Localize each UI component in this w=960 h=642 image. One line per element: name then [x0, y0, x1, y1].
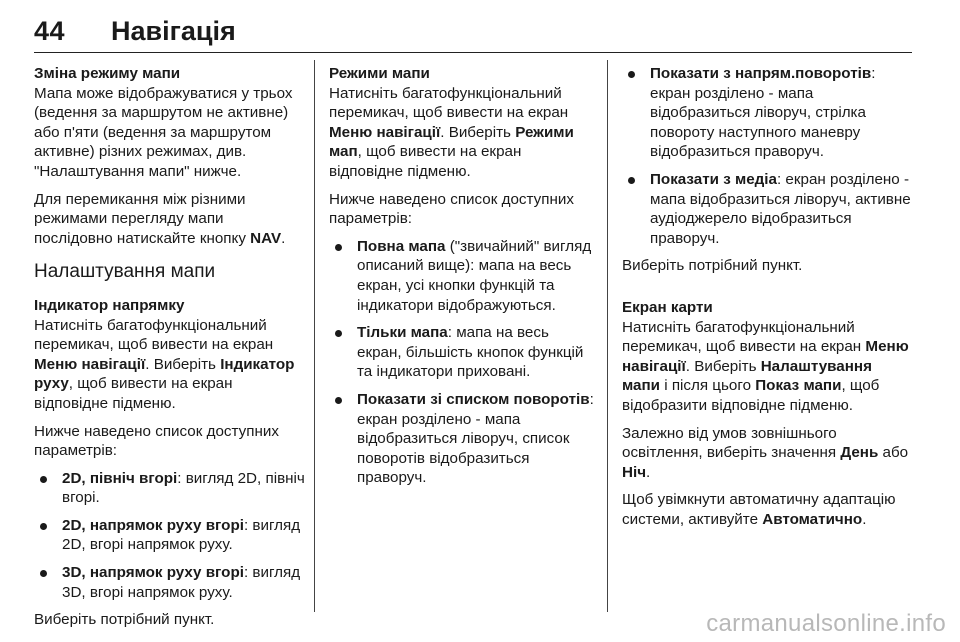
bullet-icon — [335, 244, 342, 251]
option-name: 2D, напрямок руху вгорі — [62, 516, 244, 534]
option-night: Ніч — [622, 463, 647, 481]
list-item — [329, 390, 597, 488]
option-day: День — [840, 444, 879, 462]
bullet-icon — [40, 523, 47, 530]
spacer — [622, 284, 912, 298]
paragraph — [329, 84, 597, 182]
list-item — [622, 170, 912, 248]
option-desc: : екран розділено - мапа відобразиться ліворуч, список поворотів відобразиться праворуч. — [357, 390, 594, 487]
paragraph: Мапа може відображуватися у трьох (ведення за маршрутом не активне) або п'яти (ведення за маршрутом активне) різних режимах, див. "Налаштування мапи" нижче. — [34, 84, 293, 180]
paragraph: Нижче наведено список доступних параметрів: — [329, 190, 574, 228]
column-divider — [607, 60, 608, 612]
menu-ref: Меню навігації — [622, 338, 909, 375]
option-desc: : екран розділено - мапа відобразиться ліворуч, стрілка повороту наступного маневру відобразиться праворуч. — [650, 65, 876, 161]
section-title: Навігація — [111, 16, 236, 46]
option-desc: : вигляд 2D, вгорі напрямок руху. — [62, 516, 301, 554]
column-divider — [314, 60, 315, 612]
bullet-icon — [628, 177, 635, 184]
text: . Виберіть — [145, 355, 221, 373]
option-name: Показати з медіа — [650, 170, 777, 188]
menu-ref: Режими мап — [329, 123, 574, 161]
bullet-icon — [335, 397, 342, 404]
watermark: carmanualsonline.info — [706, 610, 946, 637]
option-name: 2D, північ вгорі — [62, 469, 178, 487]
paragraph — [622, 424, 912, 483]
option-desc: : вигляд 2D, північ вгорі. — [62, 469, 305, 507]
list-item — [329, 323, 597, 382]
menu-ref: Налаштування мапи — [622, 357, 872, 395]
column-2 — [329, 64, 597, 496]
paragraph — [34, 316, 306, 414]
text: Щоб увімкнути автоматичну адаптацію системи, активуйте — [622, 491, 896, 528]
list-item — [34, 469, 306, 508]
paragraph — [34, 190, 306, 249]
text: , щоб відобразити відповідне підменю. — [622, 377, 880, 414]
text: . Виберіть — [685, 357, 761, 375]
text: або — [878, 444, 909, 462]
list-item — [622, 64, 912, 162]
option-name: 3D, напрямок руху вгорі — [62, 564, 244, 582]
list-item — [329, 237, 597, 315]
option-desc: ("звичайний" вигляд описаний вище): мапа на весь екран, усі кнопки функцій та індикатори відображуються. — [357, 237, 592, 314]
text: Натисніть багатофункціональний перемикач, щоб вивести на екран — [329, 84, 569, 122]
options-list — [622, 64, 912, 248]
option-auto: Автоматично — [762, 510, 863, 528]
bullet-icon — [40, 570, 47, 577]
bullet-icon — [335, 330, 342, 337]
text: Натисніть багатофункціональний перемикач, щоб вивести на екран — [622, 318, 866, 356]
text: . — [862, 510, 867, 528]
text: . — [281, 229, 286, 247]
paragraph: Нижче наведено список доступних параметрів: — [34, 422, 279, 460]
option-name: Показати з напрям.поворотів — [650, 65, 872, 82]
option-desc: : екран розділено - мапа відобразиться ліворуч, активне аудіоджерело відобразиться праворуч. — [650, 170, 911, 247]
paragraph: Виберіть потрібний пункт. — [34, 611, 215, 629]
paragraph — [622, 318, 912, 416]
option-name: Повна мапа — [357, 237, 446, 255]
options-list — [329, 237, 597, 488]
list-item — [34, 516, 306, 555]
menu-ref: Меню навігації — [329, 123, 441, 141]
column-3 — [622, 64, 912, 537]
subheading-direction-indicator: Індикатор напрямку — [34, 296, 185, 314]
page-header — [34, 16, 912, 53]
text: Залежно від умов зовнішнього освітлення, виберіть значення — [622, 424, 841, 462]
column-1 — [34, 64, 306, 638]
subheading-map-modes: Режими мапи — [329, 65, 430, 82]
menu-ref: Показ мапи — [755, 377, 842, 395]
text: . — [646, 463, 651, 481]
bullet-icon — [628, 71, 635, 78]
paragraph: Виберіть потрібний пункт. — [622, 257, 803, 275]
subheading-map-screen: Екран карти — [622, 298, 713, 316]
option-name: Показати зі списком поворотів — [357, 390, 590, 408]
option-desc: : мапа на весь екран, більшість кнопок функцій та індикатори приховані. — [357, 324, 584, 381]
menu-ref: Меню навігації — [34, 355, 146, 373]
bullet-icon — [40, 476, 47, 483]
text: і після цього — [660, 377, 756, 395]
menu-ref: Індикатор руху — [34, 355, 295, 393]
option-desc: : вигляд 3D, вгорі напрямок руху. — [62, 564, 301, 601]
text: , щоб вивести на екран відповідне підменю. — [329, 143, 522, 180]
text: . Виберіть — [440, 123, 516, 141]
option-name: Тільки мапа — [357, 324, 448, 342]
text: , щоб вивести на екран відповідне підменю. — [34, 375, 233, 412]
text: Натисніть багатофункціональний перемикач, щоб вивести на екран — [34, 316, 274, 354]
options-list — [34, 469, 306, 603]
page-number: 44 — [34, 16, 66, 46]
text: Для перемикання між різними режимами перегляду мапи послідовно натискайте кнопку — [34, 190, 251, 247]
list-item — [34, 563, 306, 602]
heading-map-settings: Налаштування мапи — [34, 261, 216, 283]
nav-button-ref: NAV — [250, 229, 282, 247]
subheading-map-mode: Зміна режиму мапи — [34, 65, 181, 82]
paragraph — [622, 490, 912, 529]
